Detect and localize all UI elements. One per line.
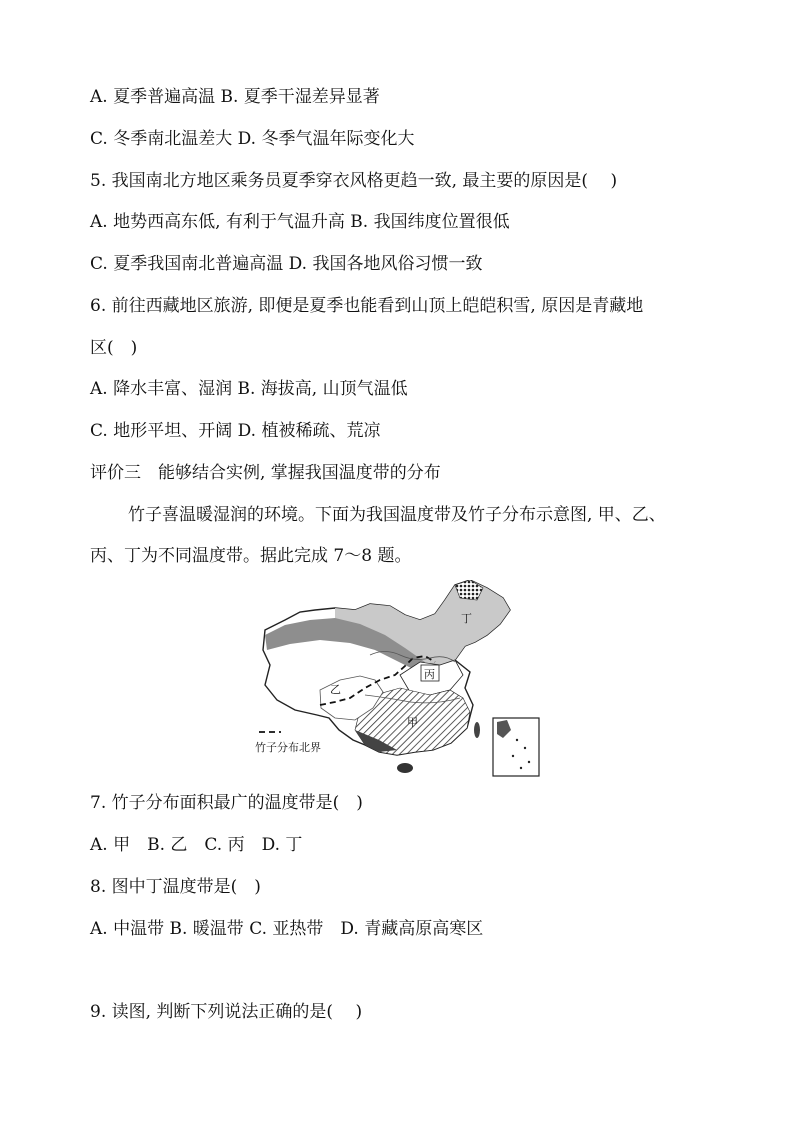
intro-line2: 丙、丁为不同温度带。据此完成 7～8 题。 (90, 546, 412, 566)
q6-options-cd: C. 地形平坦、开阔 D. 植被稀疏、荒凉 (90, 421, 381, 441)
section-title: 评价三 能够结合实例, 掌握我国温度带的分布 (90, 463, 441, 483)
q4-options-cd: C. 冬季南北温差大 D. 冬季气温年际变化大 (90, 129, 415, 149)
q9-stem: 9. 读图, 判断下列说法正确的是( ) (90, 1002, 363, 1022)
map-label-jia: 甲 (407, 716, 418, 729)
hainan-island (397, 763, 413, 773)
q7-options: A. 甲 B. 乙 C. 丙 D. 丁 (90, 835, 303, 855)
scs-island-4 (528, 761, 530, 763)
q6-stem-line1: 6. 前往西藏地区旅游, 即便是夏季也能看到山顶上皑皑积雪, 原因是青藏地 (90, 296, 644, 316)
intro-line1: 竹子喜温暖湿润的环境。下面为我国温度带及竹子分布示意图, 甲、乙、 (128, 505, 666, 525)
q5-stem: 5. 我国南北方地区乘务员夏季穿衣风格更趋一致, 最主要的原因是( ) (90, 171, 618, 191)
temperature-zone-map (255, 580, 545, 780)
map-label-bing: 丙 (424, 668, 435, 681)
q6-stem-line2: 区( ) (90, 338, 138, 358)
q7-stem: 7. 竹子分布面积最广的温度带是( ) (90, 793, 363, 813)
q6-options-ab: A. 降水丰富、湿润 B. 海拔高, 山顶气温低 (90, 379, 408, 399)
scs-island-1 (516, 739, 518, 741)
scs-island-2 (524, 747, 526, 749)
map-label-ding: 丁 (461, 612, 472, 625)
taiwan-island (474, 722, 480, 738)
q8-options: A. 中温带 B. 暖温带 C. 亚热带 D. 青藏高原高寒区 (90, 919, 484, 939)
q8-stem: 8. 图中丁温度带是( ) (90, 877, 261, 897)
scs-island-3 (512, 755, 514, 757)
q4-options-ab: A. 夏季普遍高温 B. 夏季干湿差异显著 (90, 87, 380, 107)
scs-island-5 (520, 767, 522, 769)
q5-options-cd: C. 夏季我国南北普遍高温 D. 我国各地风俗习惯一致 (90, 254, 483, 274)
map-label-yi: 乙 (330, 683, 341, 696)
q5-options-ab: A. 地势西高东低, 有利于气温升高 B. 我国纬度位置很低 (90, 212, 510, 232)
legend-text: 竹子分布北界 (255, 741, 321, 754)
